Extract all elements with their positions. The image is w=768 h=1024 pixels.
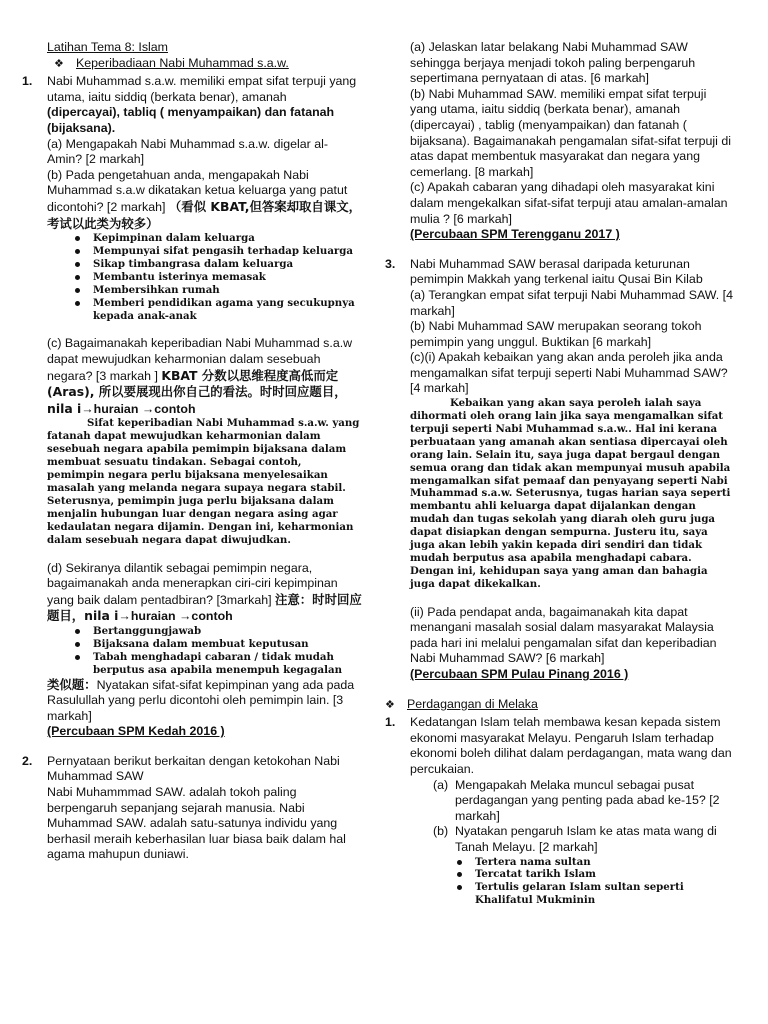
filled-dot-icon: [457, 872, 462, 877]
question-statement: Pernyataan berikut berkaitan dengan ketokohan Nabi Muhammad SAW: [47, 753, 340, 784]
question-number: 2.: [22, 753, 33, 768]
right-arrow-icon: →: [179, 609, 192, 624]
question-part-b: (b) Nabi Muhammad SAW. memiliki empat sifat terpuji yang utama, iaitu siddiq (berkata benar), amanah (dipercayai) , tablig (menyampaikan) dan fatanah ( bijaksana). Bagaimanakah pengamalan sifat-sifat terpuji di atas dapat membentuk masyarakat dan negara yang cemerlang. [8 markah]: [410, 86, 731, 179]
filled-dot-icon: [75, 655, 80, 660]
filled-dot-icon: [75, 262, 80, 267]
diamond-bullet-icon: ❖: [54, 57, 64, 70]
question-2: [22, 754, 362, 863]
right-arrow-icon: →: [81, 401, 94, 416]
list-item: Tertulis gelaran Islam sultan seperti Khalifatul Mukminin: [457, 881, 733, 907]
question-part-a: (a) Mengapakah Nabi Muhammad s.a.w. digelar al-Amin? [2 markah]: [47, 136, 328, 167]
trade-question-1: [385, 715, 733, 907]
right-column: [385, 40, 733, 907]
list-item: Membersihkan rumah: [75, 284, 362, 297]
list-item: Memberi pendidikan agama yang secukupnya kepada anak-anak: [75, 297, 362, 323]
sub-question-a: (a) Mengapakah Melaka muncul sebagai pusat perdagangan yang penting pada abad ke-15? [2 markah]: [433, 777, 720, 823]
list-item: Bijaksana dalam membuat keputusan: [75, 638, 362, 651]
diamond-bullet-icon: ❖: [385, 698, 395, 711]
question-part-c: (c) Apakah cabaran yang dihadapi oleh masyarakat kini dalam mengekalkan sifat-sifat terpuji atau amalan-amalan mulia ? [6 markah]: [410, 180, 728, 226]
section-heading: [385, 697, 733, 714]
question-source: (Percubaan SPM Terengganu 2017 ): [410, 227, 620, 242]
question-part-a: (a) Jelaskan latar belakang Nabi Muhammad SAW sehingga berjaya menjadi tokoh paling berpengaruh sepertimana pernyataan di atas. [6 markah]: [410, 40, 696, 86]
question-3: [385, 257, 733, 683]
list-item: Kepimpinan dalam keluarga: [75, 232, 362, 245]
model-answer: Kebaikan yang akan saya peroleh ialah saya dihormati oleh orang lain jika saya mengamalkan sifat terpuji seperti Nabi Muhammad s.a.w.. Hal ini kerana perbuataan yang amanah akan sentiasa dipercayai oleh orang lain. Selain itu, saya juga dapat bergaul dengan semua orang dan tidak akan mempunyai musuh apabila mengamalkan sifat pemaaf dan penyayang seperti Nabi Muhammad s.a.w. Seterusnya, tugas harian saya seperti membantu ahli keluarga dapat dijalankan dengan mudah dan tugas sekolah yang diarah oleh guru juga dapat disiapkan dengan sempurna. Justeru itu, saya juga akan lebih yakin kepada diri sendiri dan tidak mudah berputus asa apabila menghadapi cabara. Dengan ini, kehidupan saya yang aman dan bahagia juga dapat dikekalkan.: [410, 397, 731, 590]
list-item: Tertera nama sultan: [457, 856, 733, 869]
answer-bullet-list: [47, 625, 362, 677]
answer-bullet-list: [433, 856, 733, 908]
study-note: 注意：时时回应题目，nila i: [47, 591, 362, 624]
model-answer: Sifat keperibadian Nabi Muhammad s.a.w. yang fatanah dapat mewujudkan keharmonian dalam sesebuah negara apabila pemimpin bijaksana dalam membuat sesuatu tindakan. Sebagai contoh, pemimpin negara perlu bijaksana menyelesaikan masalah yang melanda negara supaya negara stabil. Seterusnya, pemimpin juga perlu bijaksana dalam menjalin hubungan luar dengan negara asing agar kedaulatan negara dijamin. Dengan ini, keharmonian dalam sesebuah negara dapat diwujudkan.: [47, 417, 360, 546]
filled-dot-icon: [75, 629, 80, 634]
study-note: （看似 KBAT,但答案却取自课文，考试以此类为较多）: [47, 198, 361, 231]
right-arrow-icon: →: [141, 401, 155, 416]
answer-bullet-list: [47, 232, 362, 322]
list-item: Membantu isterinya memasak: [75, 271, 362, 284]
filled-dot-icon: [75, 642, 80, 647]
filled-dot-icon: [457, 860, 462, 865]
filled-dot-icon: [75, 249, 80, 254]
question-statement: Nabi Muhammmad SAW. adalah tokoh paling berpengaruh sepanjang sejarah manusia. Nabi Muhammad SAW. adalah satu-satunya individu yang berhasil meraih keberhasilan luar biasa baik dalam hal agama mahupun duniawi.: [47, 785, 346, 862]
section-heading: [54, 56, 362, 73]
question-part-d: (d) Sekiranya dilantik sebagai pemimpin negara, bagaimanakah anda menerapkan ciri-ciri kepimpinan yang baik dalam pentadbiran? [3markah] 注意：时时回应题目，nila i→huraian →contoh: [47, 560, 362, 624]
question-part-c-i: (c)(i) Apakah kebaikan yang akan anda peroleh jika anda mengamalkan sifat terpuji seperti Nabi Muhammad SAW? [4 markah]: [410, 350, 728, 396]
filled-dot-icon: [75, 301, 80, 306]
study-note: KBAT 分数以思维程度高低而定(Aras), 所以要展现出你自己的看法。时时回应题目，nila i: [47, 367, 347, 416]
sub-question-list: [410, 778, 733, 908]
question-number: 1.: [385, 715, 396, 730]
question-1: [22, 74, 362, 740]
similar-question: 类似题：Nyatakan sifat-sifat kepimpinan yang ada pada Rasulullah yang perlu dicontohi oleh pemimpin lain. [3 markah]: [47, 676, 355, 723]
list-item: Tercatat tarikh Islam: [457, 868, 733, 881]
section-heading-text: Keperibadiaan Nabi Muhammad s.a.w.: [76, 55, 289, 70]
list-item: Sikap timbangrasa dalam keluarga: [75, 258, 362, 271]
section-heading-text: Perdagangan di Melaka: [407, 696, 538, 711]
question-2-continued: [385, 40, 733, 243]
question-source: (Percubaan SPM Pulau Pinang 2016 ): [410, 667, 629, 682]
filled-dot-icon: [457, 885, 462, 890]
list-item: Mempunyai sifat pengasih terhadap keluarga: [75, 245, 362, 258]
question-part-c: (c) Bagaimanakah keperibadian Nabi Muhammad s.a.w dapat mewujudkan keharmonian dalam sesebuah negara? [3 markah ] KBAT 分数以思维程度高低而定(Aras), 所以要展现出你自己的看法。时时回应题目，nila i→huraian →contoh: [47, 336, 353, 416]
question-intro: Nabi Muhammad s.a.w. memiliki empat sifat terpuji yang utama, iaitu siddiq (berkata benar), amanah (dipercayai), tabliq ( menyampaikan) dan fatanah (bijaksana).: [47, 74, 357, 135]
filled-dot-icon: [75, 236, 80, 241]
question-number: 3.: [385, 256, 396, 271]
left-column: [22, 40, 362, 863]
filled-dot-icon: [75, 275, 80, 280]
question-part-b: (b) Nabi Muhammad SAW merupakan seorang tokoh pemimpin yang unggul. Buktikan [6 markah]: [410, 319, 702, 349]
question-intro: Nabi Muhammad SAW berasal daripada keturunan pemimpin Makkah yang terkenal iaitu Qusai Bin Kilab: [410, 256, 703, 287]
question-source: (Percubaan SPM Kedah 2016 ): [47, 724, 225, 739]
right-arrow-icon: →: [118, 609, 131, 624]
worksheet-title: Latihan Tema 8: Islam: [47, 40, 168, 54]
question-part-c-ii: (ii) Pada pendapat anda, bagaimanakah kita dapat menangani masalah sosial dalam masyarakat Malaysia pada hari ini melalui pengamalan sifat dan keperibadian Nabi Muhammad SAW? [6 markah]: [410, 604, 717, 666]
filled-dot-icon: [75, 288, 80, 293]
question-number: 1.: [22, 74, 33, 89]
question-intro: Kedatangan Islam telah membawa kesan kepada sistem ekonomi masyarakat Melayu. Pengaruh Islam terhadap ekonomi boleh dilihat dalam perdagangan, mata wang dan percukaian.: [410, 715, 732, 776]
sub-question-b: (b) Nyatakan pengaruh Islam ke atas mata wang di Tanah Melayu. [2 markah]: [433, 824, 717, 854]
list-item: Tabah menghadapi cabaran / tidak mudah berputus asa apabila menempuh kegagalan: [75, 651, 362, 677]
question-part-a: (a) Terangkan empat sifat terpuji Nabi Muhammad SAW. [4 markah]: [410, 287, 733, 318]
question-part-b: (b) Pada pengetahuan anda, mengapakah Nabi Muhammad s.a.w dikatakan ketua keluarga yang patut dicontohi? [2 markah] （看似 KBAT,但答案却取自课文，考试以此类为较多）: [47, 167, 361, 231]
list-item: Bertanggungjawab: [75, 625, 362, 638]
